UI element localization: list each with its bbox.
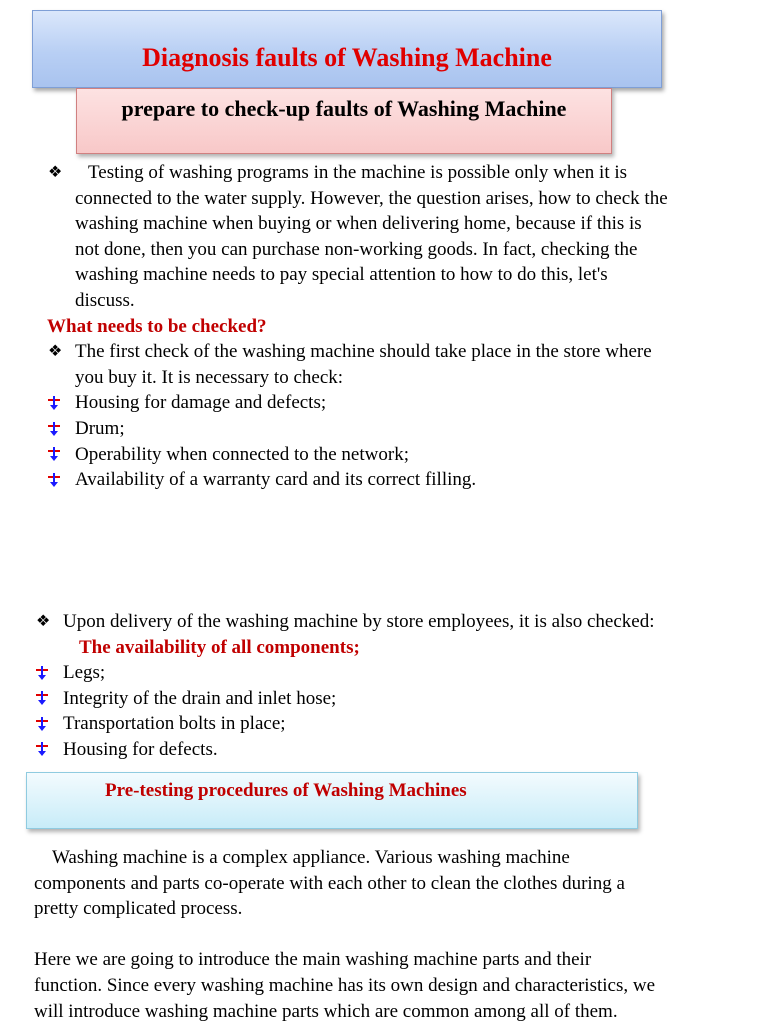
check-line: The first check of the washing machine should take place in the store where bbox=[75, 341, 652, 363]
delivery-item: Integrity of the drain and inlet hose; bbox=[63, 687, 337, 709]
check-item: Availability of a warranty card and its correct filling. bbox=[75, 469, 477, 491]
check-item: Operability when connected to the network; bbox=[75, 443, 409, 465]
page-subtitle: prepare to check-up faults of Washing Machine bbox=[121, 96, 567, 121]
down-arrow-bullet-icon bbox=[46, 472, 62, 488]
page-title: Diagnosis faults of Washing Machine bbox=[142, 43, 552, 72]
delivery-item: Legs; bbox=[63, 662, 106, 684]
down-arrow-bullet-icon bbox=[34, 741, 50, 757]
pretesting-para1-line: Washing machine is a complex appliance. Various washing machine bbox=[52, 847, 570, 868]
diamond-bullet-icon: ❖ bbox=[36, 613, 51, 630]
intro-line: washing machine needs to pay special attention to how to do this, let's bbox=[75, 264, 608, 286]
section-heading-check: What needs to be checked? bbox=[47, 315, 267, 337]
diamond-bullet-icon: ❖ bbox=[48, 164, 63, 181]
intro-line: connected to the water supply. However, the question arises, how to check the bbox=[75, 187, 668, 209]
intro-line: discuss. bbox=[75, 290, 135, 311]
down-arrow-bullet-icon bbox=[46, 446, 62, 462]
pretesting-para2-line: Here we are going to introduce the main washing machine parts and their bbox=[34, 949, 592, 971]
intro-line: Testing of washing programs in the machine is possible only when it is bbox=[88, 162, 628, 183]
subtitle-banner bbox=[76, 88, 612, 154]
down-arrow-bullet-icon bbox=[34, 665, 50, 681]
pretesting-heading: Pre-testing procedures of Washing Machines bbox=[105, 780, 467, 801]
title-banner bbox=[32, 10, 662, 88]
section-heading-components: The availability of all components; bbox=[79, 636, 360, 658]
pretesting-para2-line: function. Since every washing machine has its own design and characteristics, we bbox=[34, 975, 656, 996]
delivery-item: Transportation bolts in place; bbox=[63, 713, 286, 735]
delivery-item: Housing for defects. bbox=[63, 739, 218, 760]
check-item: Housing for damage and defects; bbox=[75, 392, 327, 414]
check-line: you buy it. It is necessary to check: bbox=[75, 366, 344, 388]
pretesting-para2-line: will introduce washing machine parts which are common among all of them. bbox=[34, 1000, 618, 1022]
check-item: Drum; bbox=[75, 418, 125, 439]
pretesting-para1-line: pretty complicated process. bbox=[34, 898, 243, 920]
intro-line: washing machine when buying or when delivering home, because if this is bbox=[75, 213, 642, 235]
down-arrow-bullet-icon bbox=[34, 690, 50, 706]
diamond-bullet-icon: ❖ bbox=[48, 343, 63, 361]
down-arrow-bullet-icon bbox=[46, 395, 62, 411]
pretesting-para1-line: components and parts co-operate with each other to clean the clothes during a bbox=[34, 872, 625, 894]
down-arrow-bullet-icon bbox=[34, 716, 50, 732]
intro-line: not done, then you can purchase non-working goods. In fact, checking the bbox=[75, 238, 638, 260]
down-arrow-bullet-icon bbox=[46, 421, 62, 437]
delivery-lead: Upon delivery of the washing machine by store employees, it is also checked: bbox=[63, 611, 655, 632]
pretesting-banner bbox=[26, 772, 638, 829]
